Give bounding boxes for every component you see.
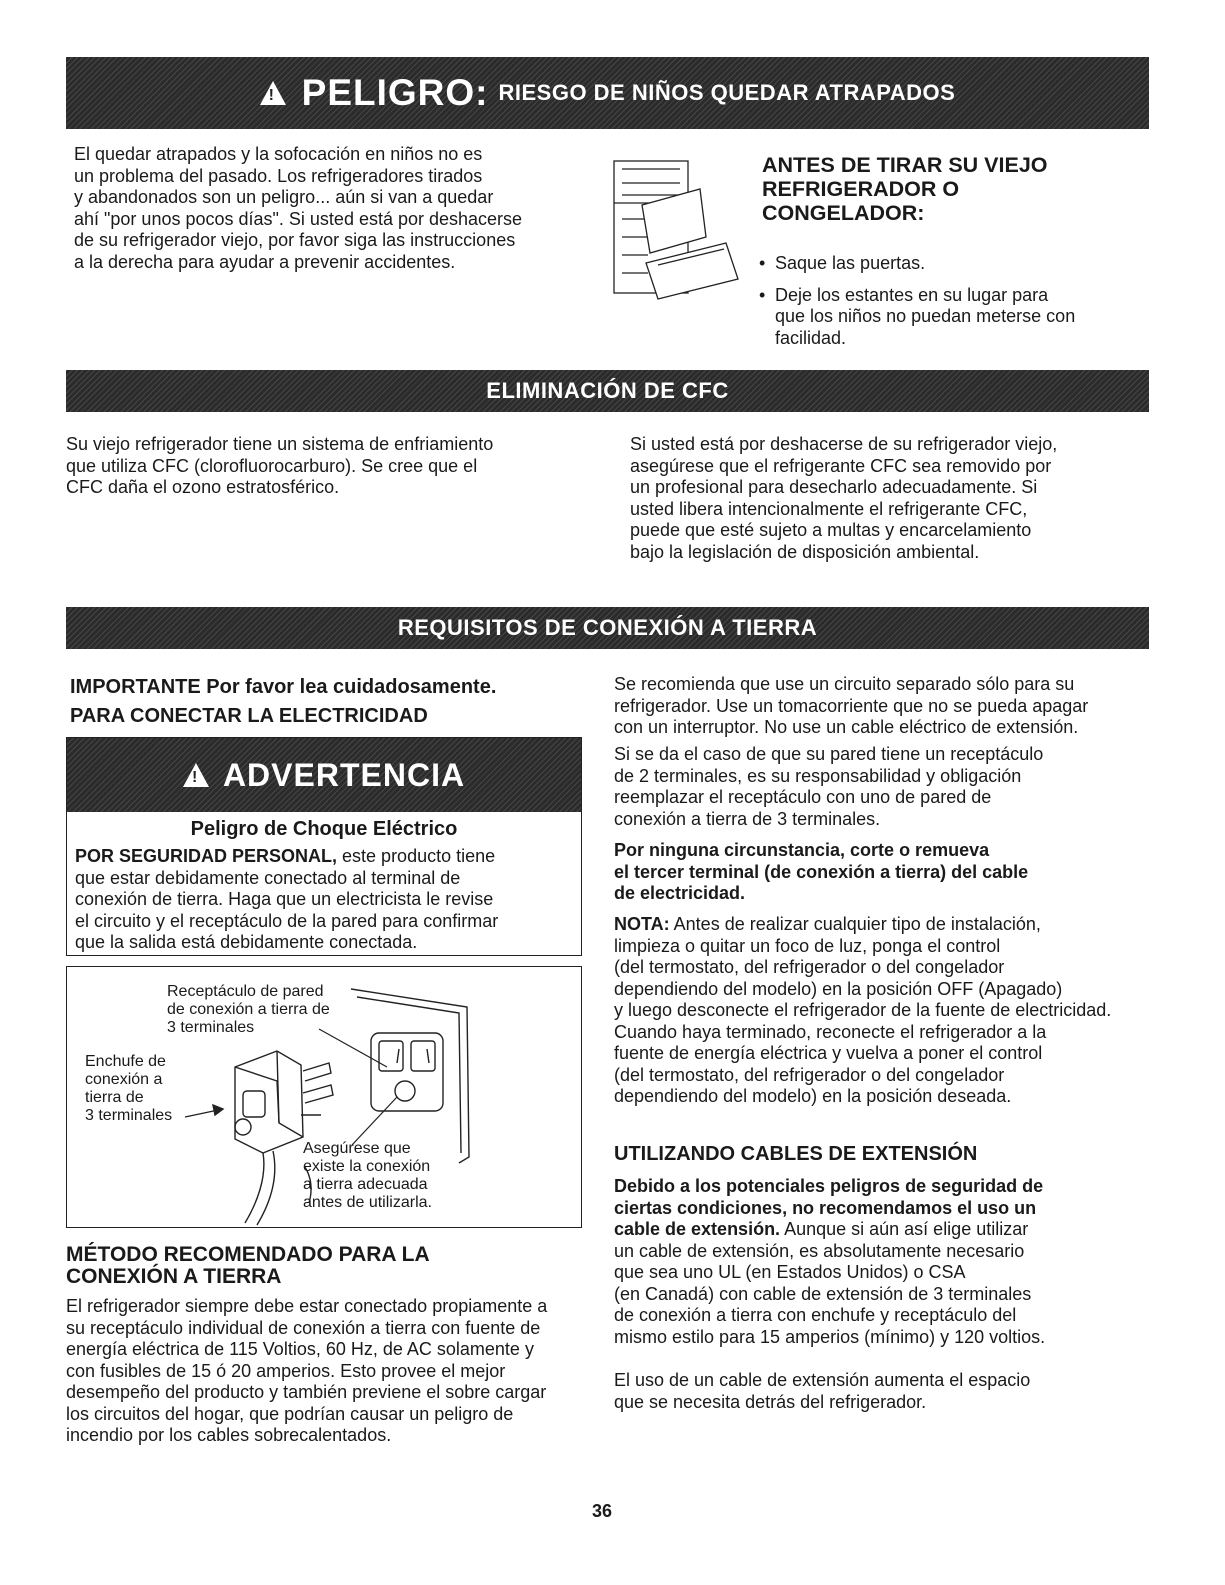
text-line: dependiendo del modelo) en la posición deseada.	[614, 1086, 1012, 1106]
heading-line: ANTES DE TIRAR SU VIEJO	[762, 153, 1048, 177]
text-line: reemplazar el receptáculo con uno de pared de	[614, 787, 992, 807]
page-number: 36	[592, 1501, 613, 1521]
label-line: de conexión a tierra de	[167, 1001, 330, 1018]
heading-line: CONEXIÓN A TIERRA	[66, 1265, 282, 1288]
warning-body	[75, 846, 575, 954]
cfc-banner-title: ELIMINACIÓN DE CFC	[486, 378, 729, 403]
text-line: Su viejo refrigerador tiene un sistema de enfriamiento	[66, 434, 494, 454]
text-line: asegúrese que el refrigerante CFC sea removido por	[630, 455, 1052, 476]
intro-line: un problema del pasado. Los refrigeradores tirados	[74, 165, 483, 186]
warning-header	[67, 738, 581, 812]
text-line: bajo la legislación de disposición ambiental.	[630, 541, 980, 562]
label-line: antes de utilizarla.	[303, 1194, 432, 1211]
label-line: 3 terminales	[85, 1107, 173, 1124]
text-line: mismo estilo para 15 amperios (mínimo) y 120 voltios.	[614, 1326, 1046, 1347]
intro-line: ahí "por unos pocos días". Si usted está por deshacerse	[74, 208, 523, 229]
recommended-method-heading	[66, 1244, 430, 1288]
label-line: a tierra adecuada	[303, 1176, 428, 1193]
text-line: que utiliza CFC (clorofluorocarburo). Se cree que el	[66, 455, 478, 476]
text-line: CFC daña el ozono estratosférico.	[66, 477, 340, 497]
label-line: Receptáculo de pared	[167, 983, 324, 1000]
recommended-method-paragraph	[66, 1296, 596, 1447]
text-line: de conexión a tierra con enchufe y receptáculo del	[614, 1305, 1017, 1325]
heading-line: CONGELADOR:	[762, 201, 925, 225]
text-line: Si se da el caso de que su pared tiene un receptáculo	[614, 744, 1044, 764]
cfc-right-paragraph	[630, 434, 1130, 563]
warning-triangle-icon: !	[183, 763, 209, 787]
extension-cords-paragraph	[614, 1176, 1154, 1348]
cfc-banner	[66, 370, 1149, 412]
text-line: cable de extensión.	[614, 1219, 781, 1239]
text-line: conexión a tierra de 3 terminales.	[614, 808, 881, 829]
intro-line: y abandonados son un peligro... aún si van a quedar	[74, 187, 494, 207]
grounding-banner	[66, 607, 1149, 649]
label-line: Asegúrese que	[303, 1140, 411, 1157]
plug-and-outlet-drawing	[67, 967, 580, 1226]
extension-cords-heading: UTILIZANDO CABLES DE EXTENSIÓN	[614, 1143, 978, 1165]
intro-line: de su refrigerador viejo, por favor siga las instrucciones	[74, 230, 516, 250]
intro-line: El quedar atrapados y la sofocación en niños no es	[74, 144, 483, 164]
text-line: El refrigerador siempre debe estar conectado propiamente a	[66, 1296, 548, 1316]
text-line: Se recomienda que use un circuito separado sólo para su	[614, 674, 1075, 694]
warning-box	[66, 737, 582, 956]
grounding-diagram	[66, 966, 582, 1228]
note-label: NOTA:	[614, 914, 670, 934]
danger-title: PELIGRO:	[301, 72, 489, 113]
text-line: que estar debidamente conectado al terminal de	[75, 867, 461, 888]
two-terminal-paragraph	[614, 744, 1154, 830]
text-line: Debido a los potenciales peligros de seguridad de	[614, 1176, 1044, 1196]
text-line: incendio por los cables sobrecalentados.	[66, 1425, 392, 1445]
text-line: el tercer terminal (de conexión a tierra) del cable	[614, 861, 1029, 882]
separate-circuit-paragraph	[614, 674, 1154, 739]
text-line: (del termostato, del refrigerador o del congelador	[614, 957, 1005, 977]
text-line: con fusibles de 15 ó 20 amperios. Esto provee el mejor	[66, 1360, 506, 1381]
bullet-item: • Saque las puertas.	[757, 253, 1077, 275]
before-discard-bullets	[757, 253, 1077, 361]
label-line: existe la conexión	[303, 1158, 431, 1175]
before-discard-heading	[762, 153, 1048, 225]
label-line: tierra de	[85, 1089, 144, 1106]
label-line: conexión a	[85, 1071, 163, 1088]
text-line: Aunque si aún así elige utilizar	[780, 1219, 1029, 1239]
text-line: fuente de energía eléctrica y vuelva a poner el control	[614, 1043, 1043, 1063]
intro-paragraph	[74, 144, 554, 273]
text-line: Si usted está por deshacerse de su refrigerador viejo,	[630, 434, 1058, 454]
text-line: este producto tiene	[337, 846, 496, 866]
label-line: Enchufe de	[85, 1053, 166, 1070]
bullet-item: • Deje los estantes en su lugar para que los niños no puedan meterse con facilidad.	[757, 285, 1077, 350]
extension-space-paragraph	[614, 1370, 1154, 1413]
heading-line: REFRIGERADOR O	[762, 177, 960, 201]
do-not-cut-warning	[614, 840, 1154, 905]
warning-triangle-icon: !	[260, 81, 286, 105]
label-line: 3 terminales	[167, 1019, 255, 1036]
text-line: Cuando haya terminado, reconecte el refrigerador a la	[614, 1021, 1047, 1042]
cfc-left-paragraph	[66, 434, 566, 499]
heading-line: MÉTODO RECOMENDADO PARA LA	[66, 1243, 430, 1266]
text-line: dependiendo del modelo) en la posición OFF (Apagado)	[614, 978, 1063, 999]
text-line: un cable de extensión, es absolutamente necesario	[614, 1240, 1025, 1261]
text-line: que se necesita detrás del refrigerador.	[614, 1391, 927, 1412]
important-line: IMPORTANTE Por favor lea cuidadosamente.	[70, 676, 497, 698]
text-line: y luego desconecte el refrigerador de la fuente de electricidad.	[614, 1000, 1112, 1020]
text-line: de electricidad.	[614, 883, 746, 903]
text-line: ciertas condiciones, no recomendamos el uso un	[614, 1197, 1037, 1218]
text-line: usted libera intencionalmente el refrigerante CFC,	[630, 498, 1028, 519]
danger-banner	[66, 57, 1149, 129]
warning-title: ADVERTENCIA	[222, 756, 466, 793]
connect-electricity-heading: PARA CONECTAR LA ELECTRICIDAD	[70, 705, 428, 727]
text-line: el circuito y el receptáculo de la pared para confirmar	[75, 910, 499, 931]
danger-subtitle: RIESGO DE NIÑOS QUEDAR ATRAPADOS	[498, 80, 956, 105]
text-line: los circuitos del hogar, que podrían causar un peligro de	[66, 1403, 514, 1424]
warning-lead: POR SEGURIDAD PERSONAL,	[75, 846, 338, 866]
text-line: (del termostato, del refrigerador o del congelador	[614, 1064, 1005, 1085]
text-line: energía eléctrica de 115 Voltios, 60 Hz, de AC solamente y	[66, 1339, 534, 1359]
text-line: conexión de tierra. Haga que un electricista le revise	[75, 889, 494, 909]
text-line: Antes de realizar cualquier tipo de instalación,	[669, 914, 1041, 934]
text-line: un profesional para desecharlo adecuadamente. Si	[630, 477, 1038, 497]
text-line: que sea uno UL (en Estados Unidos) o CSA	[614, 1262, 966, 1282]
text-line: su receptáculo individual de conexión a tierra con fuente de	[66, 1317, 541, 1338]
text-line: Por ninguna circunstancia, corte o remueva	[614, 840, 990, 860]
refrigerator-doors-removed-illustration	[608, 155, 758, 305]
text-line: con un interruptor. No use un cable eléctrico de extensión.	[614, 717, 1079, 737]
text-line: que la salida está debidamente conectada.	[75, 932, 418, 952]
text-line: de 2 terminales, es su responsabilidad y obligación	[614, 765, 1022, 786]
text-line: limpieza o quitar un foco de luz, ponga el control	[614, 935, 1001, 956]
text-line: desempeño del producto y también previene el sobre cargar	[66, 1382, 547, 1402]
text-line: El uso de un cable de extensión aumenta el espacio	[614, 1370, 1031, 1390]
grounding-banner-title: REQUISITOS DE CONEXIÓN A TIERRA	[397, 615, 818, 640]
warning-subtitle: Peligro de Choque Eléctrico	[190, 818, 458, 840]
note-paragraph	[614, 914, 1174, 1108]
text-line: (en Canadá) con cable de extensión de 3 terminales	[614, 1283, 1032, 1304]
intro-line: a la derecha para ayudar a prevenir accidentes.	[74, 251, 456, 272]
text-line: refrigerador. Use un tomacorriente que no se pueda apagar	[614, 695, 1089, 716]
text-line: puede que esté sujeto a multas y encarcelamiento	[630, 520, 1032, 540]
